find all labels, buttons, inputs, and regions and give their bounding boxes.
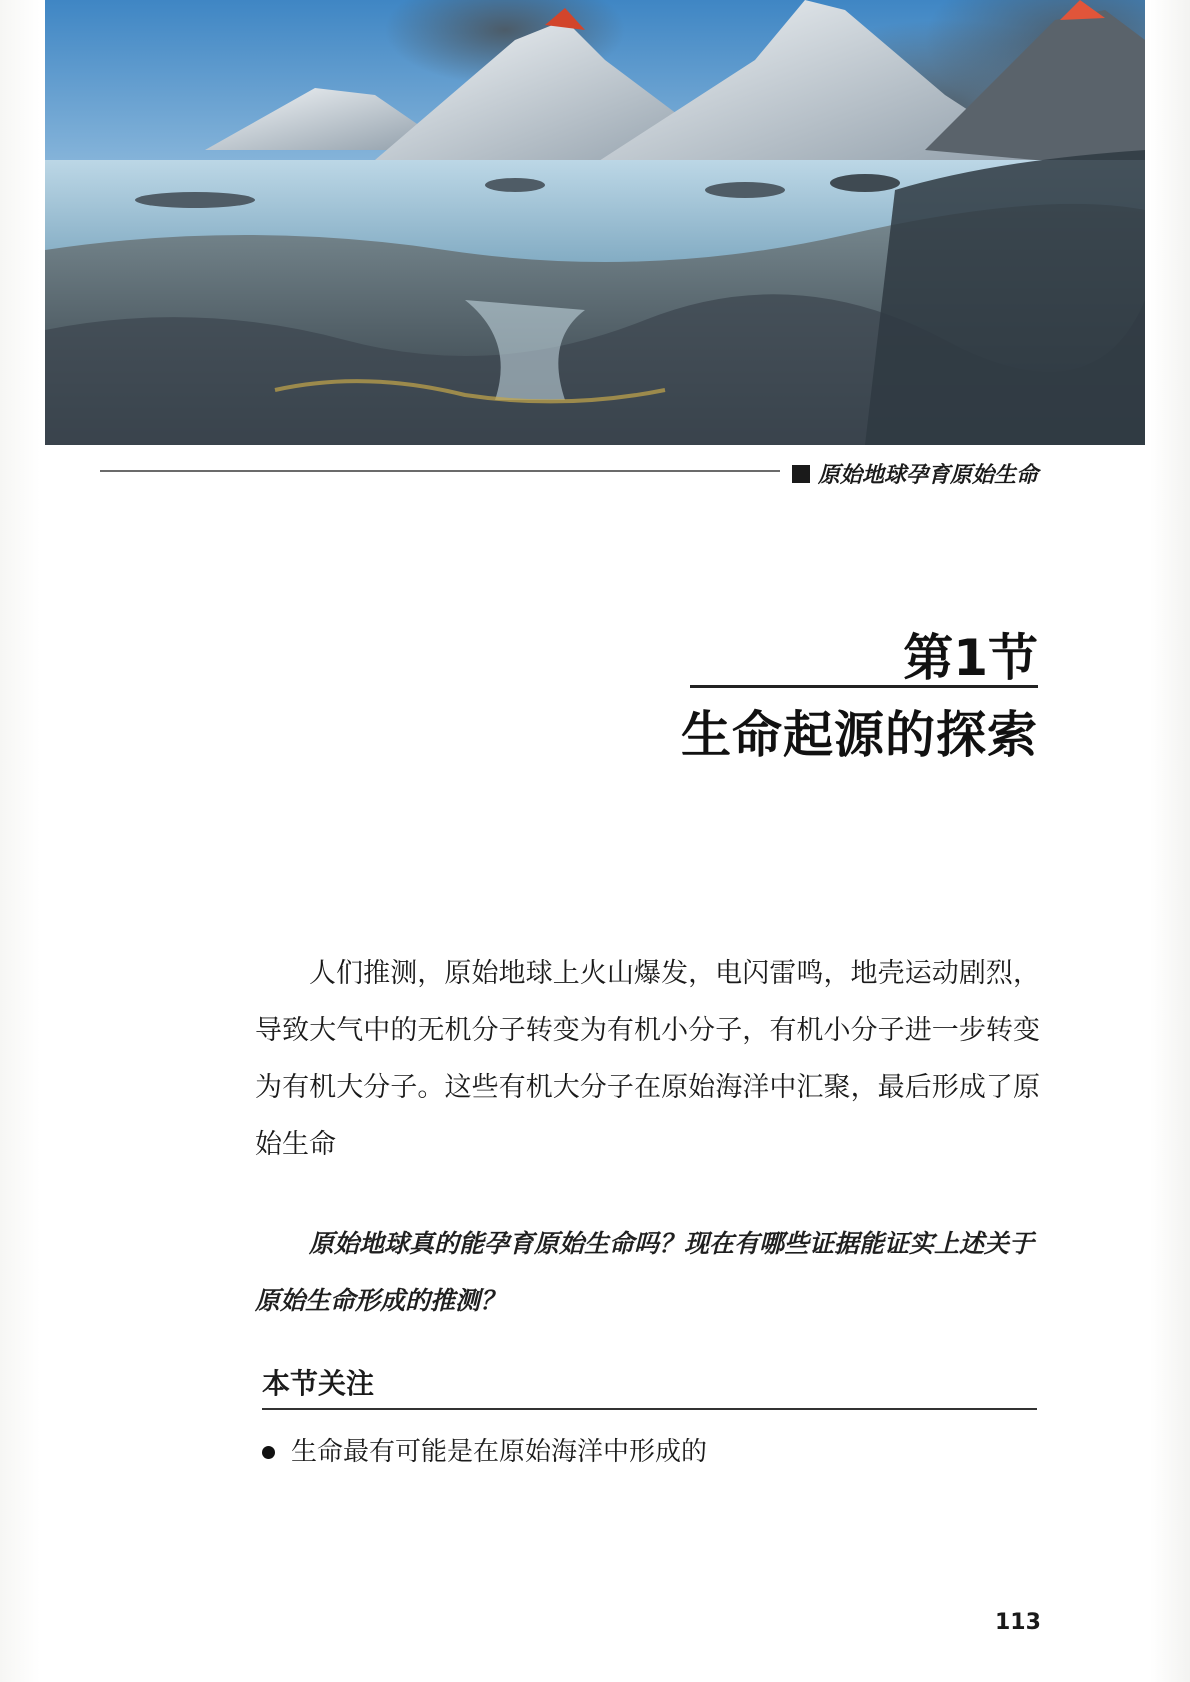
bullet-icon — [262, 1446, 275, 1459]
section-title-rule — [690, 685, 1038, 688]
focus-rule — [262, 1408, 1037, 1410]
focus-item-text: 生命最有可能是在原始海洋中形成的 — [291, 1437, 708, 1467]
focus-heading: 本节关注 — [262, 1367, 375, 1400]
focus-item — [262, 1432, 707, 1472]
intro-paragraph: 人们推测，原始地球上火山爆发，电闪雷鸣，地壳运动剧烈，导致大气中的无机分子转变为有机小分子，有机小分子进一步转变为有机大分子。这些有机大分子在原始海洋中汇聚，最后形成了原始生命 — [255, 958, 1040, 1160]
hero-illustration — [45, 0, 1145, 445]
running-head-text: 原始地球孕育原始生命 — [817, 462, 1038, 488]
guiding-question: 原始地球真的能孕育原始生命吗？现在有哪些证据能证实上述关于原始生命形成的推测？ — [255, 1229, 1035, 1315]
page-number: 113 — [995, 1610, 1041, 1635]
section-number: 第1节 — [903, 629, 1038, 687]
running-head — [792, 458, 1038, 489]
square-marker-icon — [792, 465, 810, 483]
focus-list — [262, 1432, 707, 1472]
running-head-rule — [100, 470, 780, 472]
section-title: 生命起源的探索 — [681, 706, 1038, 764]
